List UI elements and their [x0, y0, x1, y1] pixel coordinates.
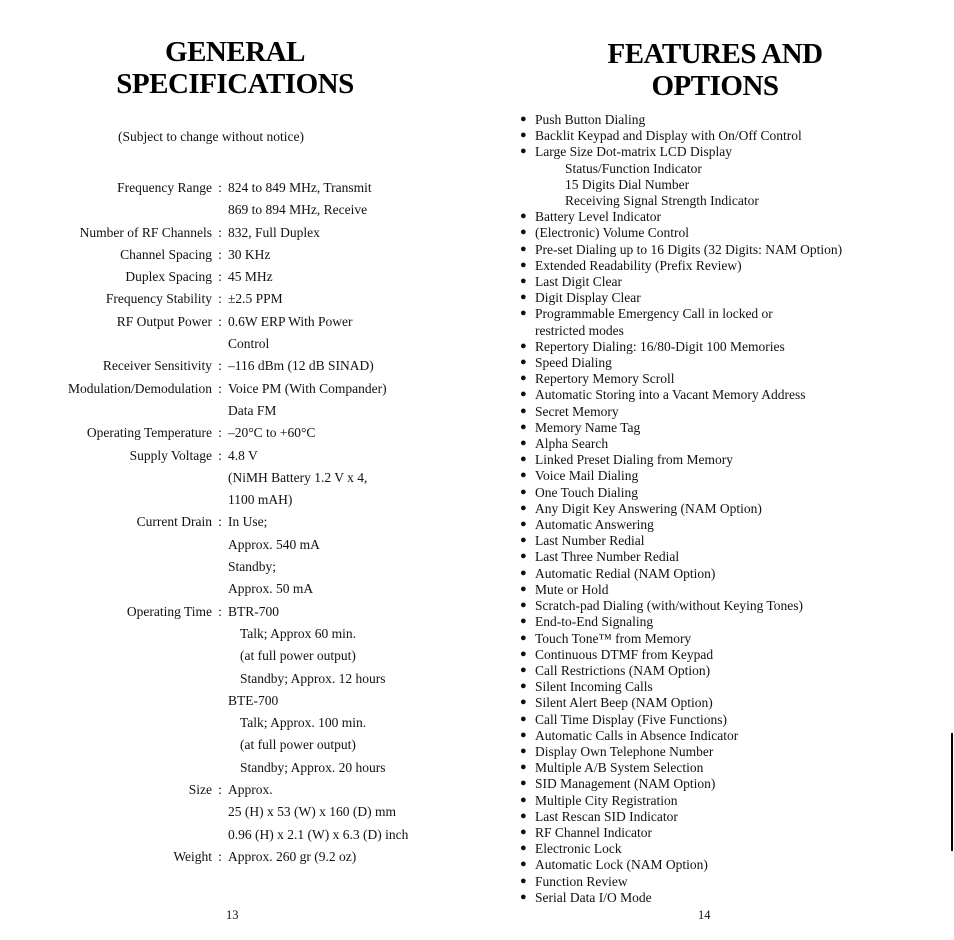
feature-item — [520, 404, 950, 420]
bullet-icon: ● — [520, 275, 527, 288]
bullet-icon: ● — [520, 453, 527, 466]
feature-item — [520, 128, 950, 144]
feature-item — [520, 598, 950, 614]
bullet-icon: ● — [520, 210, 527, 223]
spec-colon: : — [218, 224, 222, 240]
spec-colon: : — [218, 358, 222, 374]
spec-value-line: (NiMH Battery 1.2 V x 4, — [228, 469, 368, 485]
spec-value-line: 824 to 849 MHz, Transmit — [228, 180, 372, 195]
spec-values — [228, 511, 470, 600]
spec-values — [228, 222, 470, 244]
spec-values — [228, 244, 470, 266]
spec-row — [0, 266, 470, 288]
feature-item — [520, 371, 950, 387]
spec-label: Frequency Range — [117, 180, 212, 195]
bullet-icon: ● — [520, 874, 527, 887]
feature-item — [520, 355, 950, 371]
bullet-icon: ● — [520, 744, 527, 757]
spec-value-line: 45 MHz — [228, 269, 273, 285]
feature-text: Last Rescan SID Indicator — [535, 808, 678, 824]
spec-values — [228, 288, 470, 310]
spec-value-line: ±2.5 PPM — [228, 291, 283, 307]
spec-label: Modulation/Demodulation — [68, 380, 212, 396]
feature-sub-item: Receiving Signal Strength Indicator — [565, 193, 759, 209]
feature-continuation: restricted modes — [535, 322, 624, 338]
spec-colon: : — [218, 782, 222, 798]
spec-row — [0, 177, 470, 222]
spec-row — [0, 601, 470, 779]
feature-text: Any Digit Key Answering (NAM Option) — [535, 500, 762, 516]
spec-row — [0, 378, 470, 423]
bullet-icon: ● — [520, 129, 527, 142]
feature-sub-item: 15 Digits Dial Number — [565, 176, 690, 192]
feature-item — [520, 890, 950, 906]
bullet-icon: ● — [520, 566, 527, 579]
features-list — [520, 112, 950, 906]
feature-item — [520, 258, 950, 274]
spec-value-line: Data FM — [228, 402, 277, 418]
feature-item — [520, 306, 950, 338]
bullet-icon: ● — [520, 809, 527, 822]
spec-row — [0, 311, 470, 356]
feature-item — [520, 679, 950, 695]
bullet-icon: ● — [520, 420, 527, 433]
spec-colon: : — [218, 180, 222, 195]
bullet-icon: ● — [520, 663, 527, 676]
bullet-icon: ● — [520, 728, 527, 741]
bullet-icon: ● — [520, 518, 527, 531]
page-edge-mark — [951, 733, 953, 851]
feature-item — [520, 501, 950, 517]
spec-row — [0, 779, 470, 846]
feature-text: Automatic Calls in Absence Indicator — [535, 727, 739, 743]
feature-item — [520, 209, 950, 225]
spec-value-line: 0.96 (H) x 2.1 (W) x 6.3 (D) inch — [228, 826, 409, 842]
spec-values — [228, 378, 470, 423]
bullet-icon: ● — [520, 242, 527, 255]
bullet-icon: ● — [520, 356, 527, 369]
spec-colon: : — [218, 447, 222, 463]
bullet-icon: ● — [520, 825, 527, 838]
spec-values — [228, 311, 470, 356]
spec-values — [228, 779, 470, 846]
bullet-icon: ● — [520, 404, 527, 417]
bullet-icon: ● — [520, 550, 527, 563]
spec-row — [0, 222, 470, 244]
right-page — [470, 0, 954, 940]
feature-text: Repertory Dialing: 16/80-Digit 100 Memories — [535, 338, 785, 354]
spec-value-line: In Use; — [228, 514, 268, 530]
bullet-icon: ● — [520, 226, 527, 239]
bullet-icon: ● — [520, 291, 527, 304]
feature-text: Last Three Number Redial — [535, 549, 680, 565]
bullet-icon: ● — [520, 372, 527, 385]
bullet-icon: ● — [520, 145, 527, 158]
feature-item — [520, 647, 950, 663]
spec-value-line: 1100 mAH) — [228, 492, 293, 508]
bullet-icon: ● — [520, 113, 527, 125]
spec-label: Number of RF Channels — [79, 224, 212, 240]
feature-text: Alpha Search — [535, 436, 609, 452]
feature-item — [520, 809, 950, 825]
spec-value-line: Approx. — [228, 782, 273, 798]
spec-label: Duplex Spacing — [125, 269, 212, 285]
feature-text: (Electronic) Volume Control — [535, 225, 689, 241]
spec-values — [228, 422, 470, 444]
feature-item — [520, 744, 950, 760]
feature-text: Touch Tone™ from Memory — [535, 630, 692, 646]
spec-values — [228, 266, 470, 288]
feature-text: Automatic Lock (NAM Option) — [535, 857, 708, 873]
feature-item — [520, 420, 950, 436]
bullet-icon: ● — [520, 615, 527, 628]
specifications-table — [0, 177, 470, 868]
feature-text: Silent Incoming Calls — [535, 679, 653, 695]
feature-item — [520, 468, 950, 484]
feature-item — [520, 841, 950, 857]
bullet-icon: ● — [520, 388, 527, 401]
feature-text: Battery Level Indicator — [535, 209, 661, 225]
spec-values — [228, 177, 470, 222]
bullet-icon: ● — [520, 696, 527, 709]
feature-text: Large Size Dot-matrix LCD Display — [535, 144, 732, 160]
spec-colon: : — [218, 291, 222, 307]
bullet-icon: ● — [520, 307, 527, 320]
feature-item — [520, 776, 950, 792]
title-line-2: SPECIFICATIONS — [116, 68, 354, 100]
feature-text: RF Channel Indicator — [535, 824, 652, 840]
spec-label: Weight — [173, 848, 212, 864]
feature-item — [520, 436, 950, 452]
feature-text: Digit Display Clear — [535, 290, 641, 306]
feature-item — [520, 825, 950, 841]
spec-label: Receiver Sensitivity — [102, 358, 212, 374]
spec-label: Supply Voltage — [129, 447, 212, 463]
feature-text: Pre-set Dialing up to 16 Digits (32 Digits: NAM Option) — [535, 241, 843, 257]
spec-value-line: Standby; Approx. 12 hours — [240, 670, 386, 686]
bullet-icon: ● — [520, 582, 527, 595]
bullet-icon: ● — [520, 777, 527, 790]
spec-values — [228, 601, 470, 779]
feature-item — [520, 112, 950, 128]
feature-item — [520, 874, 950, 890]
bullet-icon: ● — [520, 437, 527, 450]
feature-text: Automatic Redial (NAM Option) — [535, 565, 716, 581]
title-line-1: FEATURES AND — [607, 38, 823, 70]
page-number-right: 14 — [698, 908, 711, 922]
feature-item — [520, 549, 950, 565]
spec-colon: : — [218, 514, 222, 530]
feature-text: Automatic Answering — [535, 517, 654, 533]
feature-text: Last Digit Clear — [535, 274, 622, 290]
spec-row — [0, 445, 470, 512]
feature-text: Last Number Redial — [535, 533, 645, 549]
spec-value-line: Standby; — [228, 559, 277, 575]
feature-item — [520, 760, 950, 776]
spec-colon: : — [218, 313, 222, 329]
page-title-features-and-options — [580, 38, 850, 102]
feature-item — [520, 631, 950, 647]
feature-text: One Touch Dialing — [535, 484, 639, 500]
spec-colon: : — [218, 848, 222, 864]
feature-item — [520, 695, 950, 711]
spec-label: Size — [188, 782, 212, 798]
feature-item — [520, 452, 950, 468]
spec-value-line: –20°C to +60°C — [228, 425, 316, 441]
spec-value-line: 832, Full Duplex — [228, 224, 320, 240]
feature-item — [520, 533, 950, 549]
spec-label: Channel Spacing — [120, 246, 212, 262]
title-line-2: OPTIONS — [651, 70, 779, 102]
bullet-icon: ● — [520, 631, 527, 644]
feature-item — [520, 242, 950, 258]
spec-value-line: Approx. 50 mA — [228, 581, 314, 597]
spec-row — [0, 422, 470, 444]
feature-text: Electronic Lock — [535, 841, 622, 857]
spec-value-line: 30 KHz — [228, 246, 271, 262]
spec-value-line: (at full power output) — [240, 648, 356, 664]
feature-item — [520, 274, 950, 290]
feature-item — [520, 857, 950, 873]
spec-row — [0, 355, 470, 377]
feature-text: Push Button Dialing — [535, 112, 646, 127]
feature-item — [520, 793, 950, 809]
bullet-icon: ● — [520, 793, 527, 806]
feature-text: Continuous DTMF from Keypad — [535, 646, 714, 662]
spec-value-line: BTE-700 — [228, 692, 279, 708]
feature-text: Serial Data I/O Mode — [535, 889, 652, 905]
spec-colon: : — [218, 246, 222, 262]
feature-text: Extended Readability (Prefix Review) — [535, 257, 742, 273]
spec-value-line: –116 dBm (12 dB SINAD) — [228, 358, 374, 374]
spec-value-line: Voice PM (With Compander) — [228, 380, 387, 396]
spec-colon: : — [218, 269, 222, 285]
spec-label: Operating Time — [126, 603, 212, 619]
bullet-icon: ● — [520, 680, 527, 693]
spec-values — [228, 355, 470, 377]
feature-text: Call Restrictions (NAM Option) — [535, 662, 711, 678]
spec-value-line: 869 to 894 MHz, Receive — [228, 202, 368, 218]
spec-colon: : — [218, 603, 222, 619]
bullet-icon: ● — [520, 258, 527, 271]
title-line-1: GENERAL — [165, 36, 305, 68]
feature-text: SID Management (NAM Option) — [535, 776, 716, 792]
feature-text: Scratch-pad Dialing (with/without Keying Tones) — [535, 598, 804, 614]
page-title-general-specifications — [100, 36, 370, 100]
feature-item — [520, 582, 950, 598]
feature-text: Function Review — [535, 873, 628, 889]
spec-value-line: Approx. 540 mA — [228, 536, 320, 552]
feature-text: Multiple City Registration — [535, 792, 678, 808]
spec-value-line: (at full power output) — [240, 737, 356, 753]
spec-values — [228, 445, 470, 512]
spec-value-line: 4.8 V — [228, 447, 258, 463]
page-number-left: 13 — [226, 908, 239, 922]
spec-value-line: BTR-700 — [228, 603, 280, 619]
feature-text: Memory Name Tag — [535, 419, 641, 435]
spec-value-line: Talk; Approx. 100 min. — [240, 715, 367, 731]
spec-value-line: Talk; Approx 60 min. — [240, 625, 357, 641]
bullet-icon: ● — [520, 761, 527, 774]
spec-value-line: Control — [228, 336, 270, 352]
spec-row — [0, 511, 470, 600]
bullet-icon: ● — [520, 647, 527, 660]
spec-row — [0, 244, 470, 266]
feature-item — [520, 144, 950, 209]
spec-label: Operating Temperature — [86, 425, 212, 441]
spec-colon: : — [218, 380, 222, 396]
feature-item — [520, 225, 950, 241]
spec-values — [228, 846, 470, 868]
spec-label: RF Output Power — [116, 313, 212, 329]
feature-item — [520, 728, 950, 744]
bullet-icon: ● — [520, 712, 527, 725]
bullet-icon: ● — [520, 339, 527, 352]
feature-item — [520, 290, 950, 306]
feature-text: Secret Memory — [535, 403, 619, 419]
left-page — [0, 0, 470, 940]
spec-label: Frequency Stability — [105, 291, 212, 307]
feature-text: Programmable Emergency Call in locked or — [535, 306, 773, 322]
feature-text: Speed Dialing — [535, 355, 612, 371]
feature-item — [520, 517, 950, 533]
feature-item — [520, 387, 950, 403]
feature-text: Multiple A/B System Selection — [535, 760, 704, 776]
bullet-icon: ● — [520, 501, 527, 514]
feature-text: Silent Alert Beep (NAM Option) — [535, 695, 713, 711]
feature-text: Repertory Memory Scroll — [535, 371, 675, 387]
bullet-icon: ● — [520, 599, 527, 612]
bullet-icon: ● — [520, 534, 527, 547]
feature-sub-item: Status/Function Indicator — [565, 160, 702, 176]
feature-text: Call Time Display (Five Functions) — [535, 711, 728, 727]
bullet-icon: ● — [520, 469, 527, 482]
feature-item — [520, 614, 950, 630]
subject-to-change-note: (Subject to change without notice) — [118, 129, 304, 144]
feature-item — [520, 712, 950, 728]
bullet-icon: ● — [520, 842, 527, 855]
feature-text: Voice Mail Dialing — [535, 468, 639, 484]
bullet-icon: ● — [520, 890, 527, 903]
spec-value-line: 25 (H) x 53 (W) x 160 (D) mm — [228, 804, 396, 820]
feature-text: Mute or Hold — [535, 581, 609, 597]
spec-value-line: Standby; Approx. 20 hours — [240, 759, 386, 775]
feature-text: Display Own Telephone Number — [535, 743, 714, 759]
spec-label: Current Drain — [136, 514, 212, 530]
feature-item — [520, 566, 950, 582]
feature-text: Automatic Storing into a Vacant Memory Address — [535, 387, 806, 403]
spec-row — [0, 288, 470, 310]
spec-value-line: Approx. 260 gr (9.2 oz) — [228, 848, 357, 864]
bullet-icon: ● — [520, 858, 527, 871]
spec-colon: : — [218, 425, 222, 441]
feature-text: Backlit Keypad and Display with On/Off Control — [535, 128, 802, 144]
spec-row — [0, 846, 470, 868]
feature-item — [520, 339, 950, 355]
feature-text: Linked Preset Dialing from Memory — [535, 452, 733, 468]
feature-item — [520, 485, 950, 501]
bullet-icon: ● — [520, 485, 527, 498]
spec-value-line: 0.6W ERP With Power — [228, 313, 353, 329]
feature-item — [520, 663, 950, 679]
feature-text: End-to-End Signaling — [535, 614, 654, 630]
